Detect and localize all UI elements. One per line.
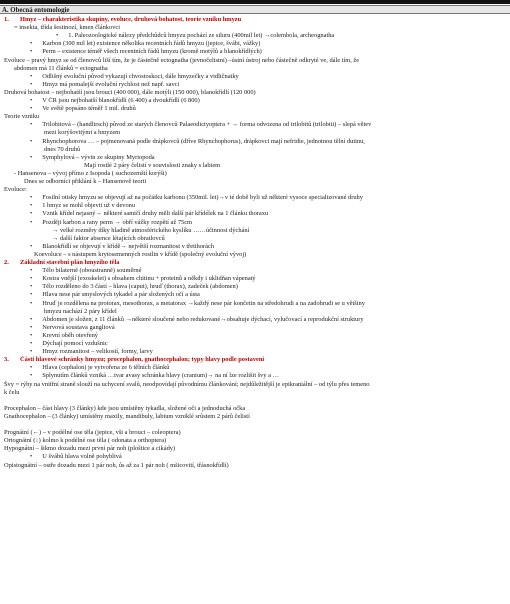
bullet-item (0, 453, 510, 461)
text-line (0, 227, 510, 235)
line-text: Dýchají pomocí vzdušnic (42, 340, 108, 347)
bullet-icon: • (30, 202, 33, 210)
text-line (0, 429, 510, 437)
bullet-icon: • (30, 97, 33, 104)
line-text: Krevní oběh otevřený (42, 331, 98, 339)
bullet-item (0, 73, 510, 81)
text-line (0, 65, 510, 73)
text-line (0, 235, 510, 243)
line-text: → velké rozměry díky hladině atmosférického kyslíku ……účinnost dýchání (52, 226, 250, 234)
bullet-icon: • (30, 194, 33, 202)
bullet-icon: • (30, 323, 33, 331)
text-line (0, 113, 510, 121)
line-text: dnes 70 druhů (44, 145, 81, 153)
text-line (0, 186, 510, 194)
line-text: Odlišný evoluční původ vykazují chvostoskoci, dále hmyzečky a vidličnatky (42, 72, 239, 80)
bullet-item (0, 105, 510, 113)
line-text: Ve světě popsáno téměř 1 mil. druhů (42, 105, 136, 113)
line-text: Procephalon – část hlavy (3 články) kde jsou umístěny tykadla, složené oči a jednoduchá očka (4, 404, 246, 412)
line-text: Symphylová – vývin ze skupiny Myriopoda (42, 153, 155, 161)
bullet-item (0, 283, 510, 291)
bullet-icon: • (30, 72, 33, 80)
text-line (0, 129, 510, 137)
text-line (0, 178, 510, 186)
bullet-icon: • (30, 40, 33, 48)
line-text: Trilobitová – (handlirsch) původ ze starých členovců Palaeodictyoptera + → forma odvozena od trilobitů (trilobiti) – slepá větev (42, 121, 372, 129)
line-text: Hmyz rozmanitost – velikostí, formy, larvy (42, 348, 153, 356)
bullet-item (0, 48, 510, 56)
bullet-icon: • (30, 315, 33, 323)
bullet-icon: • (30, 48, 33, 56)
bullet-icon: • (30, 453, 33, 461)
bullet-icon: • (30, 121, 33, 129)
line-text: mezi korýšovitými a hmyzem (44, 129, 121, 137)
bullet-item (0, 121, 510, 129)
bullet-item (0, 364, 510, 372)
line-text: Nervová soustava gangliová (42, 323, 115, 331)
line-text: U švábů hlava volně pohyblivá (42, 453, 122, 461)
line-text: V ČR jsou nejbohatší blanokřídlí (6 400) a dvoukřídlí (6 800) (42, 97, 200, 104)
text-line (0, 146, 510, 154)
bullet-icon: • (56, 32, 59, 40)
section-heading (0, 356, 510, 364)
line-text: Teorie vzniku (4, 113, 40, 121)
bullet-icon: • (30, 283, 33, 291)
bullet-item (0, 219, 510, 227)
line-text: Hmyz – charakteristika skupiny, evoluce, druhová bohatost, teorie vzniku hmyzu (20, 16, 242, 23)
line-text: Gnathocephalon – (3 články) umístěny maxily, mandibuly, labium vzniklé srůstem 2 párů čelistí (4, 412, 250, 420)
bullet-item (0, 332, 510, 340)
bullet-item (0, 40, 510, 48)
top-title-bar (0, 0, 510, 4)
part-header: A. Obecná entomologie (0, 5, 510, 14)
bullet-icon: • (30, 105, 33, 113)
bullet-icon: • (30, 331, 33, 339)
text-line (0, 462, 510, 470)
line-text: Evoluce: (4, 186, 27, 194)
line-text: Vznik křídel nejasný→ některé samičí druhy měli další pár křídélek na 1 článku thoraxu (42, 210, 269, 218)
text-line (0, 413, 510, 421)
line-text: Koevoluce – s nástupem krytosemenných rostlin v křídě (společný evoluční vývoj) (34, 250, 247, 258)
text-line (0, 57, 510, 65)
bullet-icon: • (30, 275, 33, 283)
text-line (0, 389, 510, 397)
bullet-item (0, 291, 510, 299)
text-line (0, 381, 510, 389)
bullet-item (0, 372, 510, 380)
line-text: 1. Paleozoologické nálezy předchůdců hmyzu pochází ze siluru (400mil let) →colembola, archeognatha (68, 32, 335, 40)
bullet-item (0, 340, 510, 348)
section-number: 1. (4, 16, 9, 23)
line-text: abdomen má 11 článků = ectognatha (14, 64, 108, 72)
bullet-icon: • (30, 340, 33, 347)
bullet-icon: • (30, 348, 33, 356)
section-heading (0, 259, 510, 267)
bullet-icon: • (30, 364, 33, 372)
line-text: Opistognátní – ostře dozadu mezi 1 pár noh, ůs až za 1 pár noh ( mšicovití, třásnokřídlí) (4, 461, 229, 469)
bullet-item (0, 32, 510, 40)
text-line (0, 445, 510, 453)
line-text: Tělo rozděleno do 3 částí – hlava (caput), hruď (thorax), zadeček (abdomen) (42, 283, 238, 291)
line-text: Ortognátní (↓) kolmo k podélné ose těla ( odonata a orthoptera) (4, 437, 167, 445)
line-text: Prognátní (←) – v podélné ose těla (jepice, vši a brouci – coleoptera) (4, 429, 181, 437)
bullet-icon: • (30, 299, 33, 307)
bullet-icon: • (30, 291, 33, 299)
line-text: k čelu (4, 388, 20, 396)
bullet-item (0, 194, 510, 202)
bullet-item (0, 300, 510, 308)
line-text: Základní stavební plán hmyzího těla (20, 259, 120, 266)
line-text: hmyzu nachází 2 páry křídel (44, 307, 117, 315)
line-text: Hypognátní – šikmo dozadu mezi první pár noh (ploštice a cikády) (4, 445, 176, 453)
bullet-item (0, 97, 510, 105)
line-text: Druhová bohatost – nejbohatší jsou brouci (400 000), dále motýli (150 000), blanokřídlí (120 000) (4, 88, 256, 96)
bullet-item (0, 316, 510, 324)
bullet-icon: • (30, 372, 33, 380)
line-text: Švy = rýhy na vnitřní straně slouží na uchycení svalů, neodpovídají původnímu článkování; nejdůležitější je epikraniální – od týlu přes temeno (4, 380, 370, 388)
line-text: Hmyz má pomalejší evoluční rychlost než např. savci (42, 80, 180, 88)
line-text: 1 hmyz se mohl objevit už v devonu (42, 202, 136, 210)
bullet-icon: • (30, 210, 33, 218)
text-line (0, 308, 510, 316)
bullet-icon: • (30, 153, 33, 161)
line-text: Hruď je rozdělena na protorax, mesothorax, a metatorax →každý nese pár končetin na středohrudi a na zadohrudi se u většiny (42, 299, 365, 307)
text-line (0, 162, 510, 170)
line-text: → další faktor absence létajících obratlovců (52, 234, 165, 242)
line-text: Hlava nese pár smyslových tykadel a pár složených očí a ústa (42, 291, 200, 299)
bullet-item (0, 348, 510, 356)
bullet-item (0, 243, 510, 251)
line-text: Evoluce – pravý hmyz se od členovců liší tím, že je částečně ectognatha (jevnočelistní) –ústní ústroj nebo částečně odkryté ve, dále tím, že (4, 56, 360, 64)
text-line (0, 170, 510, 178)
line-text: Blanokřídlí se objevují v křídě→ největší rozmanitost v třetihorách (42, 242, 215, 250)
section-heading (0, 16, 510, 24)
bullet-item (0, 324, 510, 332)
line-text: Karbon (300 mil let) existence několika recentních řádů hmyzu (jepice, švábi, vážky) (42, 40, 261, 48)
line-text: - Hansenova – vývoj přímo z Isopoda ( suchozemští korýši) (14, 169, 167, 177)
bullet-item (0, 202, 510, 210)
bullet-icon: • (30, 137, 33, 145)
line-text: Fosilní otisky hmyzu se objevují až na počátku karbonu (350mil. let)→v té době byli už některé vysoce specializované druhy (42, 194, 363, 202)
bullet-icon: • (30, 218, 33, 226)
bullet-item (0, 275, 510, 283)
bullet-item (0, 267, 510, 275)
bullet-icon: • (30, 242, 33, 250)
line-text: Tělo bilaterně (oboustranně) souměrné (42, 267, 142, 275)
line-text: Splynutím článků vzniká …tvar avasy schránka hlavy (cranium)→ na ní lze rozlišit švy a … (42, 372, 279, 380)
bullet-item (0, 138, 510, 146)
bullet-icon: • (30, 267, 33, 275)
line-text: = insekta, třída šestinozí, kmen článkovci (14, 24, 121, 32)
line-text: Kostra vnější (exoskelet) s obsahem chitinu + proteinů a někdy i uklidňan vápenatý (42, 275, 256, 283)
text-line (0, 405, 510, 413)
section-number: 3. (4, 356, 9, 364)
bullet-item (0, 210, 510, 218)
line-text: Později karbon a rany perm → obří vážky rozpětí až 75cm (42, 218, 193, 226)
line-text: Části hlavové schránky hmyzu; procephalon, gnathocephalon; typy hlavy podle postavení (20, 356, 265, 364)
line-text: Abdomen je složen, z 11 článků →některé sloučené nebo redukované→obsahuje dýchací, vylučovací a reprodukční struktury (42, 315, 364, 323)
line-text: Rhynchophorova … – pojmenovaná podle drápkovců (dříve Rhynchophorus), drápkovci mají nefridie, jednotnou tělní dutinu, (42, 137, 365, 145)
text-line (0, 24, 510, 32)
text-line (0, 437, 510, 445)
line-text: Hlava (cephalon) je vytvořena ze 6 tělních článků (42, 364, 170, 372)
line-text: Dnes se odborníci přiklání k – Hansenově teorii (24, 178, 147, 185)
bullet-item (0, 154, 510, 162)
text-line (0, 251, 510, 259)
bullet-icon: • (30, 80, 33, 88)
line-text: Mají rostlé 2 páry čelistí v souvislosti znaky s labiem (84, 161, 221, 169)
text-line (0, 89, 510, 97)
line-text: Perm – existence téměř všech recentních řádů hmyzu (kromě motýlů a blanokřídlých) (42, 48, 262, 56)
bullet-item (0, 81, 510, 89)
section-number: 2. (4, 259, 9, 266)
